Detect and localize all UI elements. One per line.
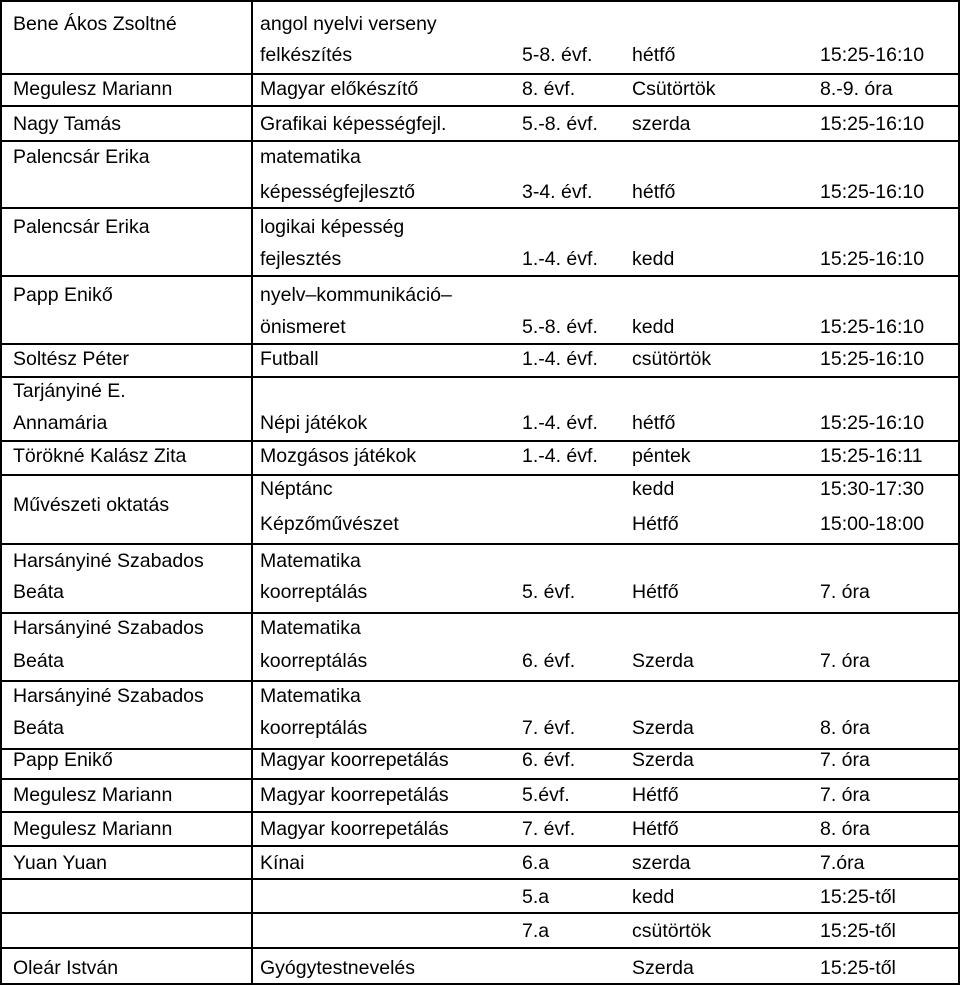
teacher-cell: Beáta [13, 650, 64, 672]
activity-cell: Magyar előkészítő [260, 78, 419, 100]
activity-cell: képességfejlesztő [260, 181, 416, 203]
row-divider [0, 275, 958, 277]
activity-cell: logikai képesség [260, 216, 405, 238]
grade-cell: 7. évf. [522, 818, 576, 840]
day-cell: Csütörtök [632, 78, 716, 100]
time-cell: 15:25-16:11 [820, 445, 923, 467]
day-cell: péntek [632, 445, 691, 467]
activity-cell: Matematika [260, 685, 361, 707]
teacher-cell: Megulesz Mariann [13, 818, 173, 840]
teacher-cell: Yuan Yuan [13, 852, 107, 874]
day-cell: csütörtök [632, 920, 712, 942]
row-divider [0, 474, 958, 476]
activity-cell: fejlesztés [260, 248, 342, 270]
day-cell: kedd [632, 248, 675, 270]
day-cell: kedd [632, 886, 675, 908]
grade-cell: 8. évf. [522, 78, 576, 100]
day-cell: Szerda [632, 957, 694, 979]
activity-cell: Matematika [260, 617, 361, 639]
day-cell: hétfő [632, 44, 676, 66]
time-cell: 7. óra [820, 650, 870, 672]
row-divider [0, 811, 958, 813]
grade-cell: 5-8. évf. [522, 44, 593, 66]
time-cell: 8. óra [820, 717, 870, 739]
activity-cell: Magyar koorrepetálás [260, 784, 449, 806]
time-cell: 8.-9. óra [820, 78, 893, 100]
row-divider [0, 105, 958, 107]
time-cell: 15:25-16:10 [820, 348, 925, 370]
time-cell: 15:00-18:00 [820, 513, 925, 535]
time-cell: 8. óra [820, 818, 870, 840]
row-divider [0, 0, 958, 2]
grade-cell: 1.-4. évf. [522, 248, 598, 270]
row-divider [0, 680, 958, 682]
activity-cell: koorreptálás [260, 717, 368, 739]
teacher-cell: Papp Enikő [13, 749, 113, 771]
day-cell: hétfő [632, 181, 676, 203]
teacher-cell: Beáta [13, 581, 64, 603]
teacher-cell: Megulesz Mariann [13, 784, 173, 806]
teacher-cell: Bene Ákos Zsoltné [13, 13, 177, 35]
day-cell: szerda [632, 113, 691, 135]
grade-cell: 7. évf. [522, 717, 576, 739]
activity-cell: önismeret [260, 316, 346, 338]
grade-cell: 6. évf. [522, 650, 576, 672]
time-cell: 15:25-16:10 [820, 412, 925, 434]
teacher-cell: Harsányiné Szabados [13, 550, 204, 572]
teacher-cell: Harsányiné Szabados [13, 617, 204, 639]
day-cell: szerda [632, 852, 691, 874]
time-cell: 7.óra [820, 852, 865, 874]
grade-cell: 5. évf. [522, 581, 576, 603]
teacher-cell: Harsányiné Szabados [13, 685, 204, 707]
grade-cell: 5.évf. [522, 784, 570, 806]
time-cell: 15:25-től [820, 920, 896, 942]
time-cell: 15:25-16:10 [820, 248, 925, 270]
column-divider [0, 0, 2, 985]
teacher-cell: Megulesz Mariann [13, 78, 173, 100]
grade-cell: 5.-8. évf. [522, 316, 598, 338]
day-cell: csütörtök [632, 348, 712, 370]
day-cell: Hétfő [632, 784, 679, 806]
activity-cell: Kínai [260, 852, 305, 874]
teacher-cell: Törökné Kalász Zita [13, 445, 187, 467]
day-cell: Szerda [632, 749, 694, 771]
row-divider [0, 912, 958, 914]
activity-cell: koorreptálás [260, 650, 368, 672]
grade-cell: 1.-4. évf. [522, 348, 598, 370]
activity-cell: Gyógytestnevelés [260, 957, 416, 979]
day-cell: Hétfő [632, 513, 679, 535]
grade-cell: 5.a [522, 886, 550, 908]
activity-cell: Népi játékok [260, 412, 368, 434]
grade-cell: 7.a [522, 920, 550, 942]
day-cell: Hétfő [632, 818, 679, 840]
row-divider [0, 207, 958, 209]
row-divider [0, 140, 958, 142]
teacher-cell: Beáta [13, 717, 64, 739]
time-cell: 15:25-16:10 [820, 316, 925, 338]
activity-cell: matematika [260, 146, 361, 168]
grade-cell: 5.-8. évf. [522, 113, 598, 135]
time-cell: 7. óra [820, 784, 870, 806]
grade-cell: 6. évf. [522, 749, 576, 771]
row-divider [0, 778, 958, 780]
time-cell: 15:25-től [820, 886, 896, 908]
activity-cell: Futball [260, 348, 319, 370]
time-cell: 15:25-16:10 [820, 181, 925, 203]
row-divider [0, 748, 958, 750]
teacher-cell: Palencsár Erika [13, 216, 150, 238]
activity-cell: angol nyelvi verseny [260, 13, 437, 35]
activity-cell: Grafikai képességfejl. [260, 113, 447, 135]
activity-cell: Mozgásos játékok [260, 445, 417, 467]
activity-cell: Matematika [260, 550, 361, 572]
grade-cell: 3-4. évf. [522, 181, 593, 203]
activity-cell: Magyar koorrepetálás [260, 749, 449, 771]
day-cell: kedd [632, 478, 675, 500]
activity-cell: Néptánc [260, 478, 333, 500]
row-divider [0, 845, 958, 847]
day-cell: Hétfő [632, 581, 679, 603]
time-cell: 15:25-16:10 [820, 113, 925, 135]
time-cell: 15:30-17:30 [820, 478, 925, 500]
grade-cell: 1.-4. évf. [522, 445, 598, 467]
teacher-cell: Tarjányiné E. [13, 380, 126, 402]
row-divider [0, 543, 958, 545]
teacher-cell: Oleár István [13, 957, 119, 979]
row-divider [0, 73, 958, 75]
activity-cell: koorreptálás [260, 581, 368, 603]
row-divider [0, 612, 958, 614]
grade-cell: 6.a [522, 852, 550, 874]
activity-cell: Képzőművészet [260, 513, 399, 535]
row-divider [0, 440, 958, 442]
row-divider [0, 947, 958, 949]
time-cell: 15:25-16:10 [820, 44, 925, 66]
day-cell: kedd [632, 316, 675, 338]
teacher-cell: Soltész Péter [13, 348, 129, 370]
teacher-cell: Művészeti oktatás [13, 494, 170, 516]
time-cell: 7. óra [820, 581, 870, 603]
teacher-cell: Nagy Tamás [13, 113, 122, 135]
time-cell: 7. óra [820, 749, 870, 771]
day-cell: Szerda [632, 717, 694, 739]
day-cell: hétfő [632, 412, 676, 434]
teacher-cell: Papp Enikő [13, 284, 113, 306]
row-divider [0, 878, 958, 880]
activity-cell: felkészítés [260, 44, 353, 66]
activity-cell: Magyar koorrepetálás [260, 818, 449, 840]
day-cell: Szerda [632, 650, 694, 672]
row-divider [0, 376, 958, 378]
row-divider [0, 343, 958, 345]
column-divider [251, 0, 253, 985]
activity-cell: nyelv–kommunikáció– [260, 284, 452, 306]
teacher-cell: Annamária [13, 412, 108, 434]
grade-cell: 1.-4. évf. [522, 412, 598, 434]
time-cell: 15:25-től [820, 957, 896, 979]
teacher-cell: Palencsár Erika [13, 146, 150, 168]
